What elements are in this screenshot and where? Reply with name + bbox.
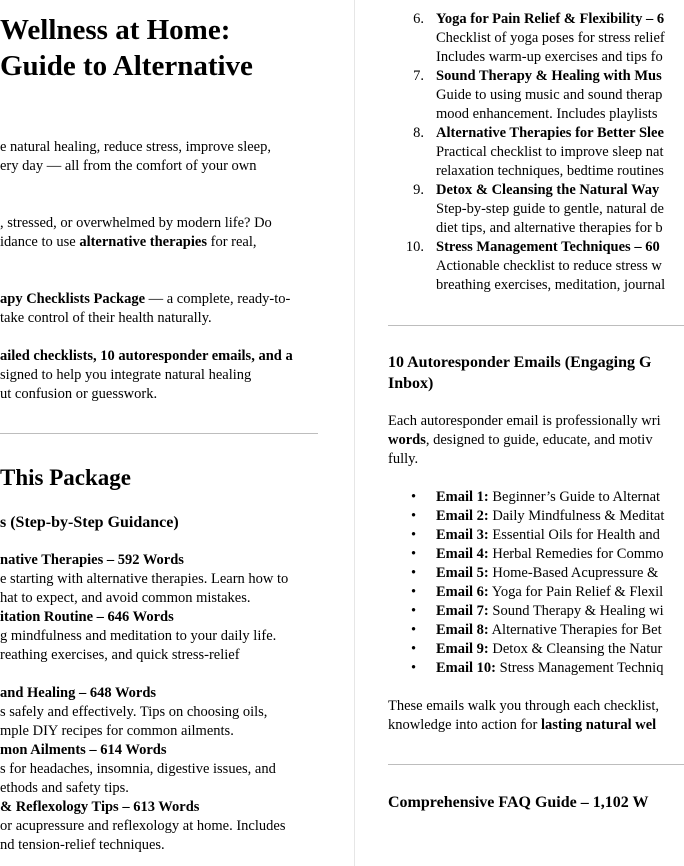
emails-intro-line-3: fully. <box>388 451 419 467</box>
checklists-subheading: s (Step-by-Step Guidance) <box>0 514 179 531</box>
list-number: 7. <box>413 68 424 84</box>
divider-right-2 <box>388 764 684 765</box>
list-item-text: Actionable checklist to reduce stress w <box>436 258 662 274</box>
list-number: 6. <box>413 11 424 27</box>
bullet-icon: • <box>411 508 417 524</box>
package-name-bold: apy Checklists Package <box>0 291 145 307</box>
detailed-line-2: signed to help you integrate natural healing <box>0 367 252 383</box>
divider-left <box>0 433 318 434</box>
detailed-line-3: ut confusion or guesswork. <box>0 386 158 402</box>
bullet-icon: • <box>411 603 417 619</box>
list-number: 8. <box>413 125 424 141</box>
list-item-text: Checklist of yoga poses for stress relief <box>436 30 665 46</box>
list-item-title: itation Routine – 646 Words <box>0 609 174 625</box>
list-item-title: and Healing – 648 Words <box>0 685 157 701</box>
bullet-icon: • <box>411 489 417 505</box>
list-item: Email 1: Beginner’s Guide to Alternat <box>436 489 661 505</box>
list-item-text: mple DIY recipes for common ailments. <box>0 723 234 739</box>
list-item: Email 6: Yoga for Pain Relief & Flexil <box>436 584 664 600</box>
detailed-line-1: ailed checklists, 10 autoresponder emails, and a <box>0 348 293 364</box>
list-item-title: native Therapies – 592 Words <box>0 552 184 568</box>
list-item-text: nd tension-relief techniques. <box>0 837 165 853</box>
right-page <box>355 0 684 866</box>
list-item-text: or acupressure and reflexology at home. Includes <box>0 818 286 834</box>
list-item: Email 10: Stress Management Techniq <box>436 660 664 676</box>
list-item: Email 7: Sound Therapy & Healing wi <box>436 603 664 619</box>
list-item: Email 3: Essential Oils for Health and <box>436 527 660 543</box>
list-item-text: hat to expect, and avoid common mistakes. <box>0 590 251 606</box>
alternative-therapies-bold: alternative therapies <box>79 234 207 250</box>
bullet-icon: • <box>411 546 417 562</box>
list-item-text: Guide to using music and sound therap <box>436 87 663 103</box>
package-line-2: take control of their health naturally. <box>0 310 212 326</box>
list-item-text: Practical checklist to improve sleep nat <box>436 144 664 160</box>
bullet-icon: • <box>411 527 417 543</box>
bullet-icon: • <box>411 565 417 581</box>
question-line-2: idance to use alternative therapies for real, <box>0 234 257 250</box>
list-item-text: diet tips, and alternative therapies for b <box>436 220 663 236</box>
list-item-text: mood enhancement. Includes playlists <box>436 106 658 122</box>
faq-heading: Comprehensive FAQ Guide – 1,102 W <box>388 794 649 811</box>
emails-heading-line-1: 10 Autoresponder Emails (Engaging G <box>388 354 652 371</box>
list-item: Email 4: Herbal Remedies for Commo <box>436 546 664 562</box>
divider-right-1 <box>388 325 684 326</box>
list-number: 9. <box>413 182 424 198</box>
list-item-text: g mindfulness and meditation to your daily life. <box>0 628 277 644</box>
list-item: Email 8: Alternative Therapies for Bet <box>436 622 662 638</box>
list-item-text: Includes warm-up exercises and tips fo <box>436 49 663 65</box>
list-item-text: breathing exercises, meditation, journal <box>436 277 666 293</box>
bullet-icon: • <box>411 622 417 638</box>
package-line-1: apy Checklists Package — a complete, ready-to- <box>0 291 291 307</box>
list-item: Email 2: Daily Mindfulness & Meditat <box>436 508 665 524</box>
list-number: 10. <box>405 239 424 255</box>
list-item-text: Step-by-step guide to gentle, natural de <box>436 201 664 217</box>
list-item-text: reathing exercises, and quick stress-relief <box>0 647 240 663</box>
emails-intro-line-1: Each autoresponder email is professionally wri <box>388 413 661 429</box>
list-item-title: mon Ailments – 614 Words <box>0 742 167 758</box>
intro-line-1: e natural healing, reduce stress, improve sleep, <box>0 139 271 155</box>
list-item-text: s for headaches, insomnia, digestive issues, and <box>0 761 276 777</box>
list-item-title: & Reflexology Tips – 613 Words <box>0 799 200 815</box>
list-item-text: ethods and safety tips. <box>0 780 129 796</box>
outro-line-2: knowledge into action for lasting natural wel <box>388 717 657 733</box>
list-item-text: e starting with alternative therapies. Learn how to <box>0 571 289 587</box>
list-item-title: Stress Management Techniques – 60 <box>436 239 660 255</box>
list-item-title: Yoga for Pain Relief & Flexibility – 6 <box>436 11 665 27</box>
lasting-natural-bold: lasting natural wel <box>541 717 657 733</box>
intro-line-2: ery day — all from the comfort of your own <box>0 158 257 174</box>
bullet-icon: • <box>411 641 417 657</box>
list-item-title: Sound Therapy & Healing with Mus <box>436 68 662 84</box>
list-item: Email 9: Detox & Cleansing the Natur <box>436 641 663 657</box>
list-item: Email 5: Home-Based Acupressure & <box>436 565 659 581</box>
words-bold: words <box>388 432 426 448</box>
bullet-icon: • <box>411 660 417 676</box>
question-line-1: , stressed, or overwhelmed by modern life? Do <box>0 215 272 231</box>
emails-heading-line-2: Inbox) <box>388 375 434 392</box>
emails-intro-line-2: words, designed to guide, educate, and motiv <box>388 432 653 448</box>
list-item-title: Alternative Therapies for Better Slee <box>436 125 664 141</box>
title-line-1: Wellness at Home: <box>0 14 231 46</box>
list-item-title: Detox & Cleansing the Natural Way <box>436 182 660 198</box>
list-item-text: s safely and effectively. Tips on choosing oils, <box>0 704 268 720</box>
list-item-text: relaxation techniques, bedtime routines <box>436 163 664 179</box>
outro-line-1: These emails walk you through each checklist, <box>388 698 659 714</box>
title-line-2: Guide to Alternative <box>0 50 253 82</box>
bullet-icon: • <box>411 584 417 600</box>
section-heading: This Package <box>0 465 131 490</box>
